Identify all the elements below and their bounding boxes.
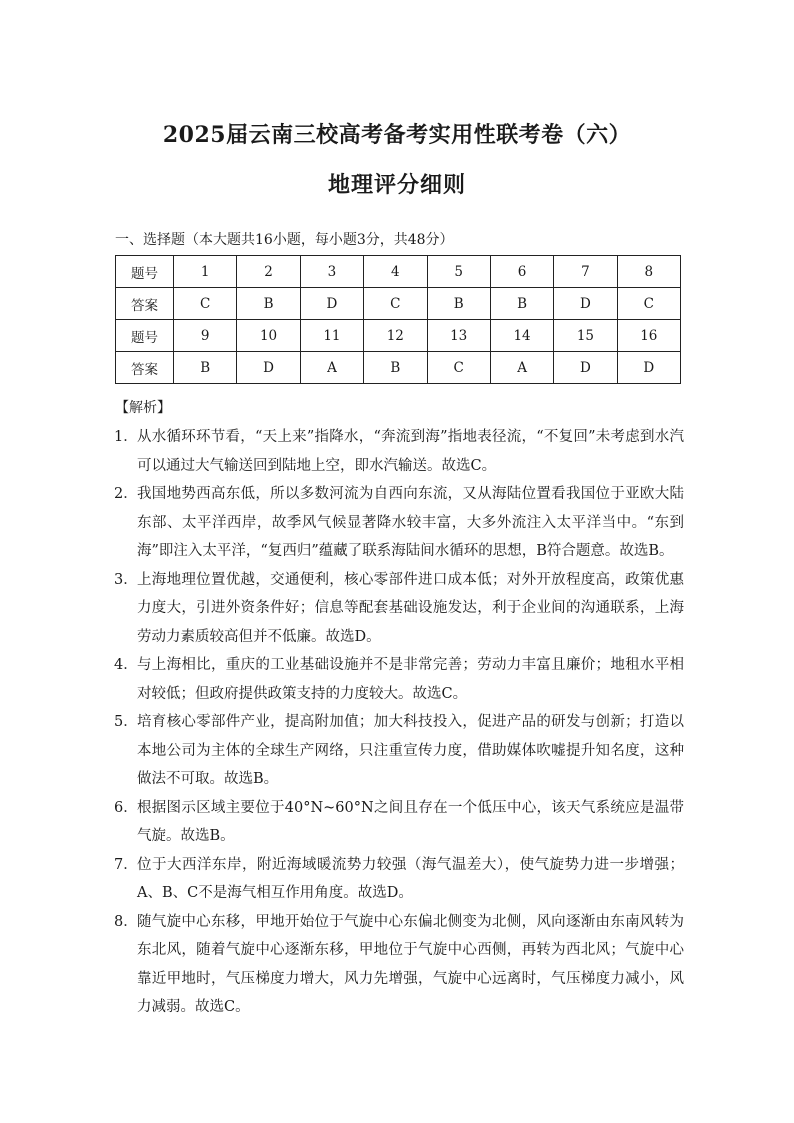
item-number: 1． [114,429,138,445]
item-text: 位于大西洋东岸，附近海域暖流势力较强（海气温差大），使气旋势力进一步增强；A、B、C不是海气相互作用角度。故选D。 [137,856,684,901]
item-number: 3． [114,571,138,588]
question-number-cell: 4 [364,256,427,288]
item-text: 根据图示区域主要位于40°N~60°N之间且存在一个低压中心，该天气系统应是温带气旋。故选B。 [137,799,684,844]
question-number-cell: 5 [427,256,490,288]
item-number: 8． [114,913,138,930]
question-number-cell: 12 [364,320,427,352]
answer-cell: A [300,352,363,384]
answer-cell: B [237,288,300,320]
question-number-cell: 13 [427,320,490,352]
table-row [116,288,681,320]
question-number-cell: 11 [300,320,363,352]
analysis-item [114,423,684,480]
table-row [116,256,681,288]
analysis-item [114,480,684,566]
question-number-cell: 6 [490,256,553,288]
table-row [116,320,681,352]
answer-cell: C [617,288,680,320]
item-text: 随气旋中心东移，甲地开始位于气旋中心东偏北侧变为北侧，风向逐渐由东南风转为东北风，随着气旋中心逐渐东移，甲地位于气旋中心西侧，再转为西北风；气旋中心靠近甲地时，气压梯度力增大，风力先增强，气旋中心远离时，气压梯度力减小，风力减弱。故选C。 [137,913,684,1015]
item-text: 培育核心零部件产业，提高附加值；加大科技投入，促进产品的研发与创新；打造以本地公司为主体的全球生产网络，只注重宣传力度，借助媒体吹嘘提升知名度，这种做法不可取。故选B。 [137,714,684,787]
section-heading: 一、选择题（本大题共16小题，每小题3分，共48分） [115,232,454,248]
analysis-item [114,851,684,908]
answer-table [115,255,681,384]
item-number: 2． [114,486,138,502]
question-number-cell: 16 [617,320,680,352]
question-number-cell: 2 [237,256,300,288]
question-label-cell: 题号 [116,320,174,352]
answer-cell: D [554,288,617,320]
answer-cell: C [427,352,490,384]
analysis-item [114,794,684,851]
analysis-item [114,908,684,1022]
item-number: 7． [114,856,138,873]
item-number: 6． [114,799,138,816]
answer-cell: D [617,352,680,384]
analysis-list [114,423,684,1022]
answer-cell: C [174,288,237,320]
answer-cell: B [427,288,490,320]
question-number-cell: 14 [490,320,553,352]
item-number: 4． [114,657,138,673]
answer-cell: D [300,288,363,320]
question-number-cell: 9 [174,320,237,352]
item-text: 上海地理位置优越，交通便利，核心零部件进口成本低；对外开放程度高，政策优惠力度大，引进外资条件好；信息等配套基础设施发达，利于企业间的沟通联系，上海劳动力素质较高但并不低廉。故选D。 [137,571,684,645]
table-row [116,352,681,384]
page-title: 2025届云南三校高考备考实用性联考卷（六） [162,122,632,148]
item-text: 与上海相比，重庆的工业基础设施并不是非常完善；劳动力丰富且廉价；地租水平相对较低；但政府提供政策支持的力度较大。故选C。 [137,657,684,702]
question-number-cell: 8 [617,256,680,288]
item-text: 我国地势西高东低，所以多数河流为自西向东流，又从海陆位置看我国位于亚欧大陆东部、太平洋西岸，故季风气候显著降水较丰富，大多外流注入太平洋当中。“东到海”即注入太平洋，“复西归”蕴藏了联系海陆间水循环的思想，B符合题意。故选B。 [137,486,684,559]
answer-cell: D [554,352,617,384]
question-number-cell: 7 [554,256,617,288]
question-number-cell: 1 [174,256,237,288]
answer-cell: B [174,352,237,384]
analysis-label: 【解析】 [115,400,171,416]
answer-cell: C [364,288,427,320]
analysis-item [114,708,684,794]
question-number-cell: 10 [237,320,300,352]
analysis-item [114,566,684,652]
answer-label-cell: 答案 [116,352,174,384]
question-number-cell: 3 [300,256,363,288]
answer-label-cell: 答案 [116,288,174,320]
answer-cell: B [364,352,427,384]
item-text: 从水循环环节看，“天上来”指降水，“奔流到海”指地表径流，“不复回”未考虑到水汽可以通过大气输送回到陆地上空，即水汽输送。故选C。 [137,429,684,474]
answer-cell: A [490,352,553,384]
question-number-cell: 15 [554,320,617,352]
analysis-item [114,651,684,708]
answer-cell: D [237,352,300,384]
question-label-cell: 题号 [116,256,174,288]
page-subtitle: 地理评分细则 [327,172,466,198]
item-number: 5． [114,714,138,730]
answer-cell: B [490,288,553,320]
